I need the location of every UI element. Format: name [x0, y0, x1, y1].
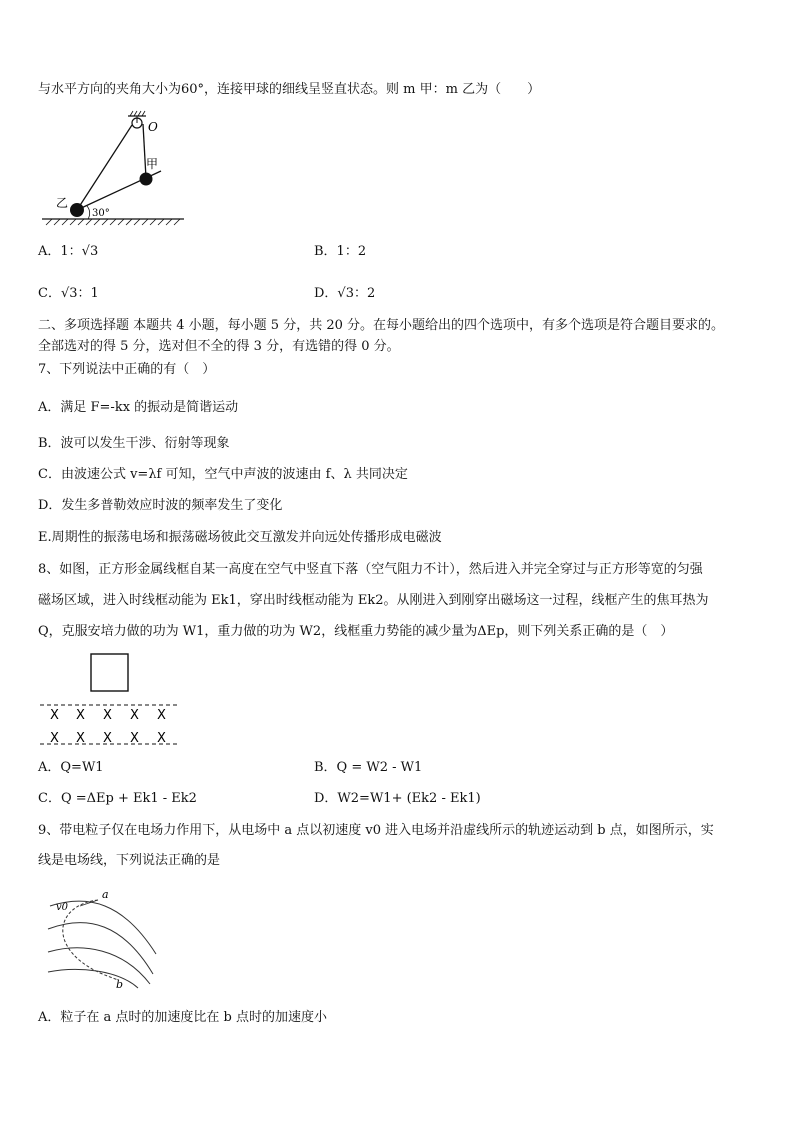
q9-option-a: A．粒子在 a 点时的加速度比在 b 点时的加速度小 [38, 1010, 327, 1025]
q6-stem-tail: 与水平方向的夹角大小为60°，连接甲球的细线呈竖直状态。则 m 甲：m 乙为（ ） [38, 82, 541, 97]
ball-jia [140, 173, 153, 186]
q6-figure [36, 108, 196, 233]
square-frame [91, 654, 128, 691]
q9-figure [38, 884, 168, 994]
section2-line2: 全部选对的得 5 分，选对但不全的得 3 分，有选错的得 0 分。 [38, 339, 400, 354]
label-O: O [148, 120, 158, 134]
q6-option-a: A．1：√3 [38, 244, 99, 259]
q7-option-b: B．波可以发生干涉、衍射等现象 [38, 436, 230, 451]
q7-option-d: D．发生多普勒效应时波的频率发生了变化 [38, 498, 283, 513]
q8-line1: 8、如图，正方形金属线框自某一高度在空气中竖直下落（空气阻力不计），然后进入并完全穿过与正方形等宽的匀强 [38, 562, 703, 577]
q7-option-a: A．满足 F=-kx 的振动是简谐运动 [38, 400, 239, 415]
field-mark: X [76, 708, 85, 723]
ball-yi [70, 203, 84, 217]
q8-option-d: D．W2=W1+ (Ek2 - Ek1) [314, 791, 481, 806]
field-mark: X [76, 731, 85, 746]
q8-option-c: C．Q =ΔEp + Ek1 - Ek2 [38, 791, 197, 806]
q8-line3: Q，克服安培力做的功为 W1，重力做的功为 W2，线框重力势能的减少量为ΔEp，则下列关系正确的是（ ） [38, 624, 674, 639]
q8-figure [36, 648, 186, 748]
label-angle: 30° [92, 208, 110, 219]
q7-stem: 7、下列说法中正确的有（ ） [38, 362, 216, 377]
q6-option-c: C．√3：1 [38, 286, 99, 301]
label-jia: 甲 [146, 157, 159, 171]
field-mark: X [130, 708, 139, 723]
label-a: a [102, 888, 109, 901]
q8-option-b: B．Q = W2 - W1 [314, 760, 423, 775]
field-mark: X [50, 708, 59, 723]
q6-option-b: B．1：2 [314, 244, 367, 259]
label-v0: v0 [56, 902, 69, 913]
label-yi: 乙 [56, 196, 69, 210]
field-mark: X [157, 708, 166, 723]
label-b: b [116, 978, 124, 991]
q7-option-e: E.周期性的振荡电场和振荡磁场彼此交互激发并向远处传播形成电磁波 [38, 530, 442, 545]
field-mark: X [50, 731, 59, 746]
q6-option-d: D．√3：2 [314, 286, 376, 301]
field-mark: X [130, 731, 139, 746]
field-mark: X [157, 731, 166, 746]
q9-line2: 线是电场线，下列说法正确的是 [38, 853, 221, 868]
q8-line2: 磁场区域，进入时线框动能为 Ek1，穿出时线框动能为 Ek2。从刚进入到刚穿出磁场这一过程，线框产生的焦耳热为 [38, 593, 709, 608]
field-mark: X [103, 708, 112, 723]
field-mark: X [103, 731, 112, 746]
q7-option-c: C．由波速公式 v=λf 可知，空气中声波的波速由 f、λ 共同决定 [38, 467, 408, 482]
q8-option-a: A．Q=W1 [38, 760, 104, 775]
section2-line1: 二、多项选择题 本题共 4 小题，每小题 5 分，共 20 分。在每小题给出的四个选项中，有多个选项是符合题目要求的。 [38, 318, 725, 333]
q9-line1: 9、带电粒子仅在电场力作用下，从电场中 a 点以初速度 v0 进入电场并沿虚线所示的轨迹运动到 b 点，如图所示，实 [38, 823, 714, 838]
